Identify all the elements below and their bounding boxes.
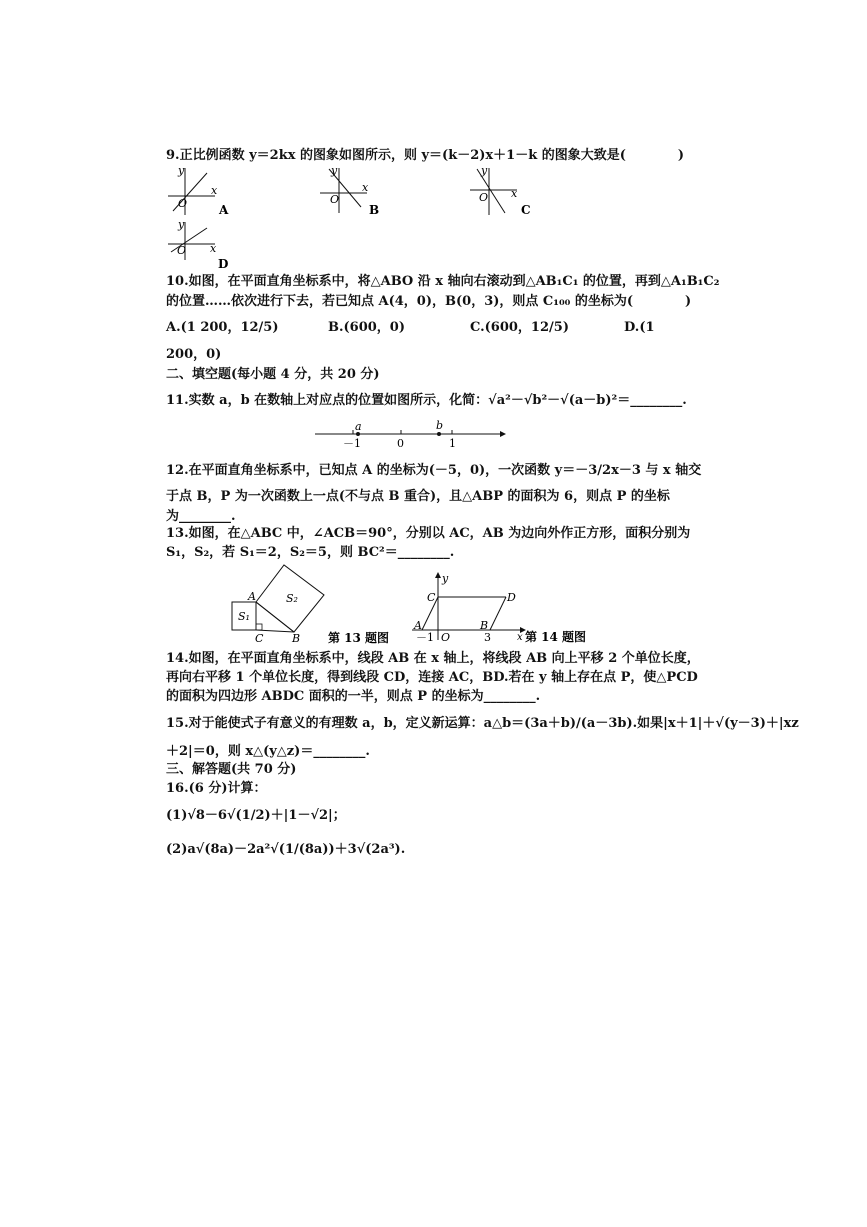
q11-label-a: a bbox=[355, 420, 362, 433]
q16-part1: (1)√8－6√(1/2)＋|1－√2|； bbox=[166, 808, 346, 823]
q9-c-origin: O bbox=[479, 191, 489, 204]
q14-stem-line1: 14.如图，在平面直角坐标系中，线段 AB 在 x 轴上，将线段 AB 向上平移 2 个单位长度， bbox=[166, 651, 700, 666]
q9-option-b-label: B bbox=[369, 203, 380, 217]
q14-figure bbox=[408, 570, 598, 648]
q10-option-b: B.(600，0) bbox=[328, 320, 405, 335]
q11-stem: 11.实数 a，b 在数轴上对应点的位置如图所示，化简：√a²－√b²－√(a－b)²＝________. bbox=[166, 393, 687, 408]
q9-option-a-graph bbox=[163, 163, 233, 219]
section-fill-in-title: 二、填空题(每小题 4 分，共 20 分) bbox=[166, 367, 380, 382]
q9-c-axis-y: y bbox=[481, 164, 488, 177]
q11-label-one: 1 bbox=[449, 437, 456, 450]
q14-label-neg1: －1 bbox=[416, 631, 434, 644]
q9-stem: 9.正比例函数 y＝2kx 的图象如图所示，则 y＝(k－2)x＋1－k 的图象大致是( ) bbox=[166, 148, 685, 163]
q12-stem-line2: 于点 B，P 为一次函数上一点(不与点 B 重合)，且△ABP 的面积为 6，则点 P 的坐标 bbox=[166, 489, 670, 504]
q16-stem: 16.(6 分)计算： bbox=[166, 781, 267, 796]
q9-d-origin: O bbox=[177, 244, 187, 257]
q10-stem-line1: 10.如图，在平面直角坐标系中，将△ABO 沿 x 轴向右滚动到△AB₁C₁ 的位置，再到△A₁B₁C₂ bbox=[166, 274, 720, 289]
q15-stem-line2: ＋2|＝0，则 x△(y△z)＝________. bbox=[166, 744, 370, 759]
q9-c-axis-x: x bbox=[511, 187, 518, 200]
q11-label-neg1: －1 bbox=[343, 437, 361, 450]
q13-label-b: B bbox=[292, 632, 301, 645]
q14-label-c: C bbox=[427, 591, 436, 604]
q9-option-b-graph bbox=[315, 163, 385, 219]
q11-label-zero: 0 bbox=[397, 437, 404, 450]
q9-option-a-label: A bbox=[219, 203, 229, 217]
q9-a-axis-y: y bbox=[178, 164, 185, 177]
q14-stem-line2: 再向右平移 1 个单位长度，得到线段 CD，连接 AC，BD.若在 y 轴上存在点 P，使△PCD bbox=[166, 670, 698, 685]
q9-option-c-label: C bbox=[521, 203, 531, 217]
q9-b-axis-y: y bbox=[331, 164, 338, 177]
q13-label-s1: S₁ bbox=[238, 610, 250, 623]
q13-caption: 第 13 题图 bbox=[328, 631, 390, 645]
q9-option-c-graph bbox=[465, 163, 535, 219]
q14-label-x: x bbox=[517, 632, 523, 643]
q11-label-b: b bbox=[436, 420, 444, 432]
q9-b-origin: O bbox=[330, 193, 340, 206]
q11-number-line bbox=[310, 420, 510, 452]
q9-a-origin: O bbox=[178, 197, 188, 210]
q14-label-a: A bbox=[414, 619, 422, 632]
q9-b-axis-x: x bbox=[362, 181, 369, 194]
q14-label-three: 3 bbox=[484, 631, 491, 644]
q13-label-a: A bbox=[248, 590, 256, 603]
q14-stem-line3: 的面积为四边形 ABDC 面积的一半，则点 P 的坐标为________. bbox=[166, 689, 541, 704]
q9-d-axis-x: x bbox=[210, 242, 217, 255]
q9-option-d-graph bbox=[163, 218, 233, 270]
section-answer-title: 三、解答题(共 70 分) bbox=[166, 762, 297, 777]
q16-part2: (2)a√(8a)－2a²√(1/(8a))＋3√(2a³). bbox=[166, 842, 406, 857]
q9-a-axis-x: x bbox=[211, 184, 218, 197]
q10-option-c: C.(600，12/5) bbox=[470, 320, 569, 335]
q14-label-o: O bbox=[441, 631, 451, 644]
q13-stem-line2: S₁，S₂，若 S₁＝2，S₂＝5，则 BC²＝________. bbox=[166, 545, 455, 560]
q13-label-s2: S₂ bbox=[286, 592, 298, 605]
q9-d-axis-y: y bbox=[178, 218, 185, 231]
q13-figure bbox=[224, 560, 406, 646]
q10-stem-line2: 的位置……依次进行下去，若已知点 A(4，0)，B(0，3)，则点 C₁₀₀ 的坐标为( ) bbox=[166, 294, 692, 309]
q13-stem-line1: 13.如图，在△ABC 中，∠ACB＝90°，分别以 AC，AB 为边向外作正方形，面积分别为 bbox=[166, 526, 691, 541]
q14-label-y: y bbox=[442, 572, 449, 585]
q12-stem-line1: 12.在平面直角坐标系中，已知点 A 的坐标为(－5，0)，一次函数 y＝－3/2x－3 与 x 轴交 bbox=[166, 463, 702, 478]
q14-label-d: D bbox=[507, 591, 516, 604]
q14-caption: 第 14 题图 bbox=[525, 630, 587, 644]
q10-option-d-continued: 200，0) bbox=[166, 347, 222, 362]
q13-label-c: C bbox=[255, 632, 264, 645]
q15-stem-line1: 15.对于能使式子有意义的有理数 a，b，定义新运算：a△b＝(3a＋b)/(a－3b).如果|x＋1|＋√(y－3)＋|xz bbox=[166, 716, 799, 731]
q9-option-d-label: D bbox=[218, 257, 229, 270]
q10-option-d: D.(1 bbox=[624, 320, 655, 335]
q10-option-a: A.(1 200，12/5) bbox=[166, 320, 279, 335]
q14-label-b: B bbox=[480, 619, 489, 632]
q12-stem-line3: 为________. bbox=[166, 509, 236, 524]
